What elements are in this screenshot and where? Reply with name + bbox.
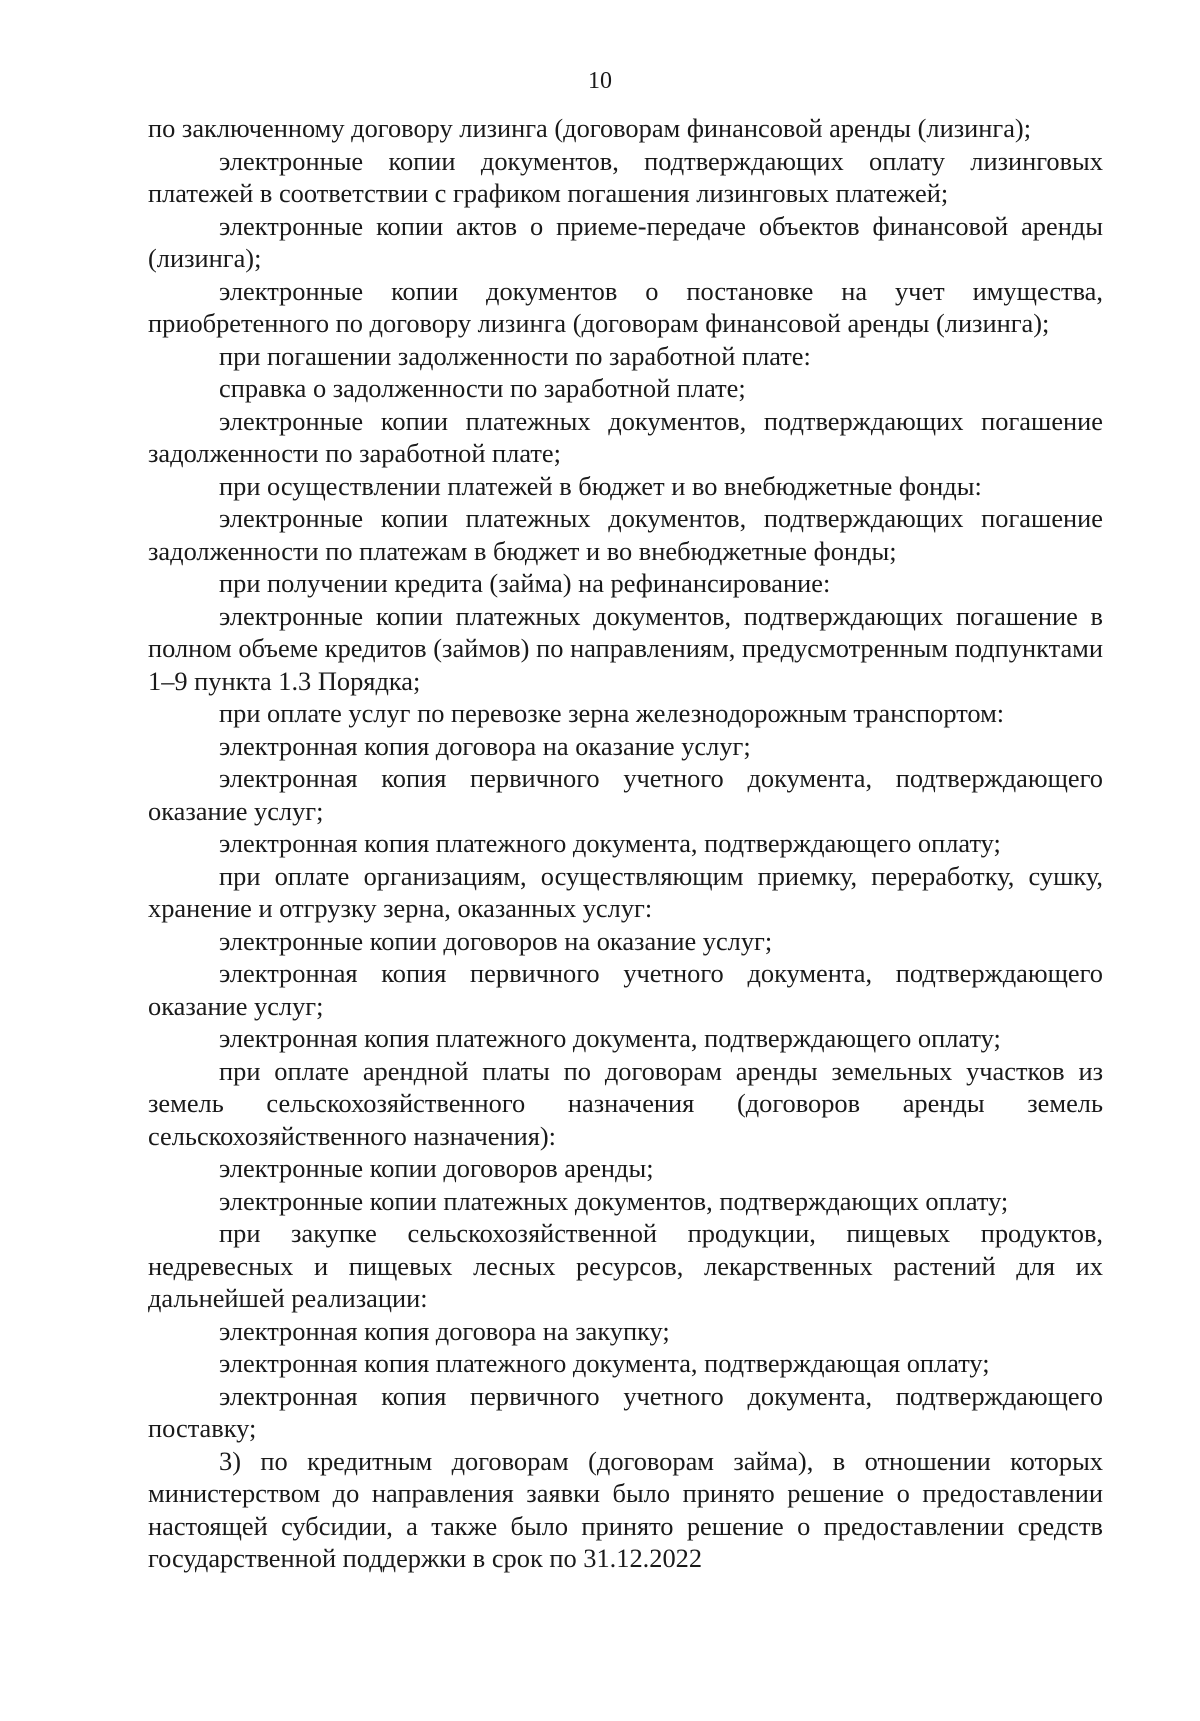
paragraph-2: электронные копии документов, подтверждающих оплату лизинговых платежей в соответствии с графиком погашения лизинговых платежей; [148,145,1103,208]
paragraph-1: по заключенному договору лизинга (договорам финансовой аренды (лизинга); [148,113,1032,143]
page-number: 10 [588,68,612,94]
paragraph-26: электронная копия первичного учетного документа, подтверждающего поставку; [148,1380,1103,1443]
paragraph-3: электронные копии актов о приеме-передаче объектов финансовой аренды (лизинга); [148,210,1103,273]
paragraph-7: электронные копии платежных документов, подтверждающих погашение задолженности по заработной плате; [148,405,1103,468]
paragraph-14: электронная копия первичного учетного документа, подтверждающего оказание услуг; [148,763,1103,826]
paragraph-16: при оплате организациям, осуществляющим приемку, переработку, сушку, хранение и отгрузку зерна, оказанных услуг: [148,860,1103,923]
paragraph-17: электронные копии договоров на оказание услуг; [219,925,773,956]
paragraph-25: электронная копия платежного документа, подтверждающая оплату; [219,1348,990,1378]
paragraph-6: справка о задолженности по заработной плате; [219,373,746,403]
paragraph-9: электронные копии платежных документов, подтверждающих погашение задолженности по платежам в бюджет и во внебюджетные фонды; [148,503,1103,566]
paragraph-5: при погашении задолженности по заработной плате: [219,340,811,371]
paragraph-24: электронная копия договора на закупку; [219,1315,670,1346]
paragraph-15: электронная копия платежного документа, подтверждающего оплату; [219,828,1001,858]
paragraph-19: электронная копия платежного документа, подтверждающего оплату; [219,1023,1001,1053]
paragraph-12: при оплате услуг по перевозке зерна железнодорожным транспортом: [219,698,1005,728]
paragraph-20: при оплате арендной платы по договорам аренды земельных участков из земель сельскохозяйственного назначения (договоров аренды земель сельскохозяйственного назначения): [148,1055,1103,1151]
paragraph-10: при получении кредита (займа) на рефинансирование: [219,568,831,598]
paragraph-23: при закупке сельскохозяйственной продукции, пищевых продуктов, недревесных и пищевых лесных ресурсов, лекарственных растений для их дальнейшей реализации: [148,1218,1103,1313]
paragraph-21: электронные копии договоров аренды; [219,1153,654,1183]
paragraph-22: электронные копии платежных документов, подтверждающих оплату; [219,1185,1009,1216]
paragraph-27: 3) по кредитным договорам (договорам займа), в отношении которых министерством до направления заявки было принято решение о предоставлении настоящей субсидии, а также было принято решение о предоставлении средств государственной поддержки в срок по 31.12.2022 [148,1445,1103,1573]
document-body [148,112,1103,1575]
paragraph-8: при осуществлении платежей в бюджет и во внебюджетные фонды: [219,470,982,501]
paragraph-18: электронная копия первичного учетного документа, подтверждающего оказание услуг; [148,958,1103,1021]
paragraph-13: электронная копия договора на оказание услуг; [219,730,751,761]
paragraph-4: электронные копии документов о постановке на учет имущества, приобретенного по договору лизинга (договорам финансовой аренды (лизинга); [148,275,1103,338]
paragraph-11: электронные копии платежных документов, подтверждающих погашение в полном объеме кредитов (займов) по направлениям, предусмотренным подпунктами 1–9 пункта 1.3 Порядка; [148,600,1103,696]
